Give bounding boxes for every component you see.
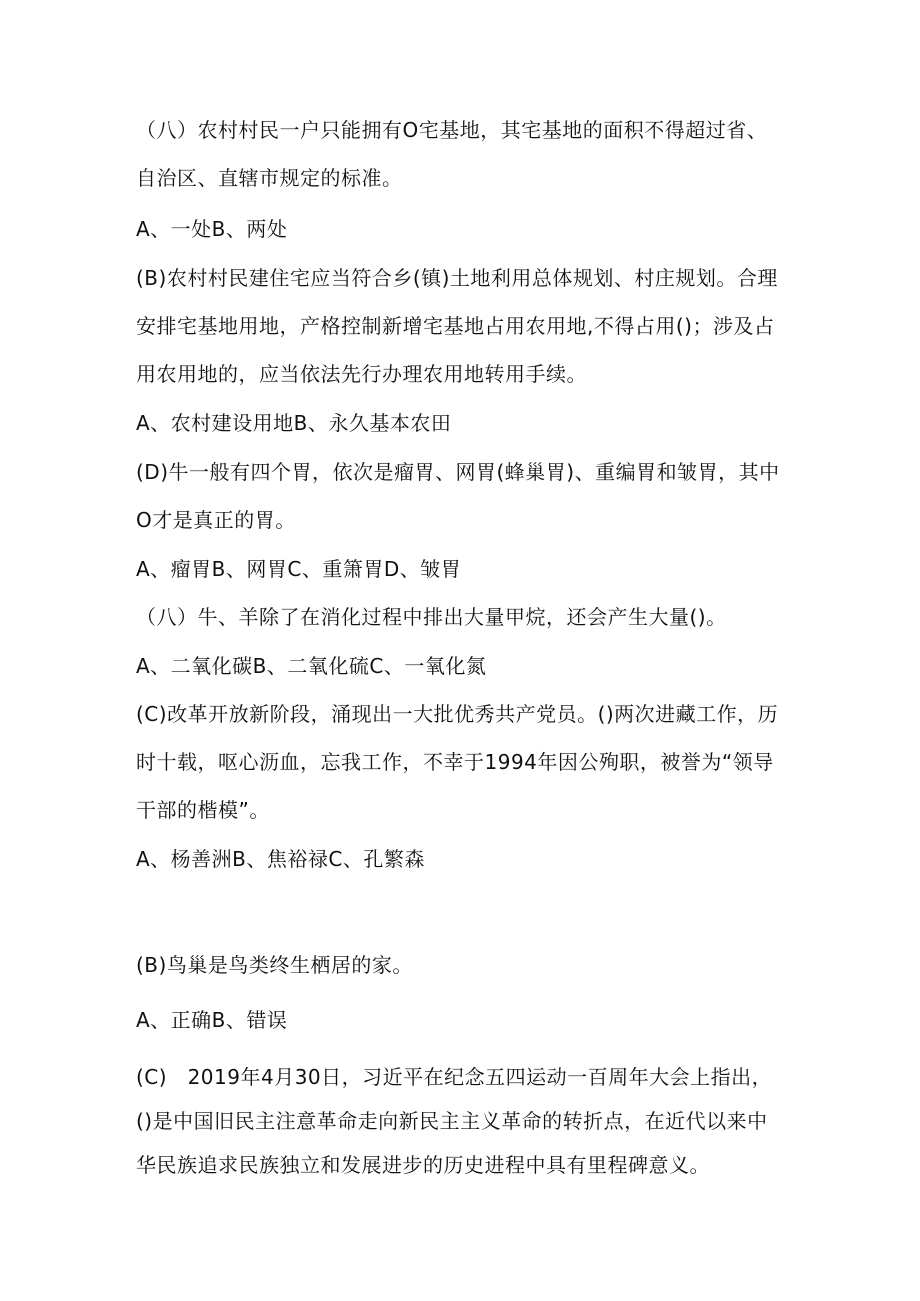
question-paragraph: (C) 2019年4月30日，习近平在纪念五四运动一百周年大会上指出，()是中国旧民主注意革命走向新民主主义革命的转折点，在近代以来中华民族追求民族独立和发展进步的历史进程中具有里程碑意义。	[136, 1065, 773, 1177]
answer-options: A、农村建设用地B、永久基本农田	[136, 411, 452, 435]
answer-options: A、二氧化碳B、二氧化硫C、一氧化氮	[136, 654, 487, 678]
question-paragraph: （八）农村村民一户只能拥有O宅基地，其宅基地的面积不得超过省、自治区、直辖市规定的标准。	[136, 118, 768, 190]
question-paragraph: （八）牛、羊除了在消化过程中排出大量甲烷，还会产生大量()。	[136, 605, 727, 629]
question-paragraph: (D)牛一般有四个胃，依次是瘤胃、网胃(蜂巢胃)、重编胃和皱胃，其中O才是真正的胃。	[136, 460, 780, 532]
question-paragraph: (C)改革开放新阶段，涌现出一大批优秀共产党员。()两次进藏工作，历时十载，呕心沥血，忘我工作，不幸于1994年因公殉职，被誉为“领导干部的楷模”。	[136, 702, 779, 822]
answer-options: A、一处B、两处	[136, 217, 288, 241]
question-paragraph: (B)鸟巢是鸟类终生栖居的家。	[136, 953, 413, 977]
question-paragraph: (B)农村村民建住宅应当符合乡(镇)土地利用总体规划、村庄规划。合理安排宅基地用地，产格控制新增宅基地占用农用地,不得占用()；涉及占用农用地的，应当依法先行办理农用地转用手续。	[136, 266, 778, 386]
answer-options: A、杨善洲B、焦裕禄C、孔繁森	[136, 847, 425, 871]
answer-options: A、正确B、错误	[136, 1008, 288, 1032]
answer-options: A、瘤胃B、网胃C、重箫胃D、皱胃	[136, 557, 462, 581]
